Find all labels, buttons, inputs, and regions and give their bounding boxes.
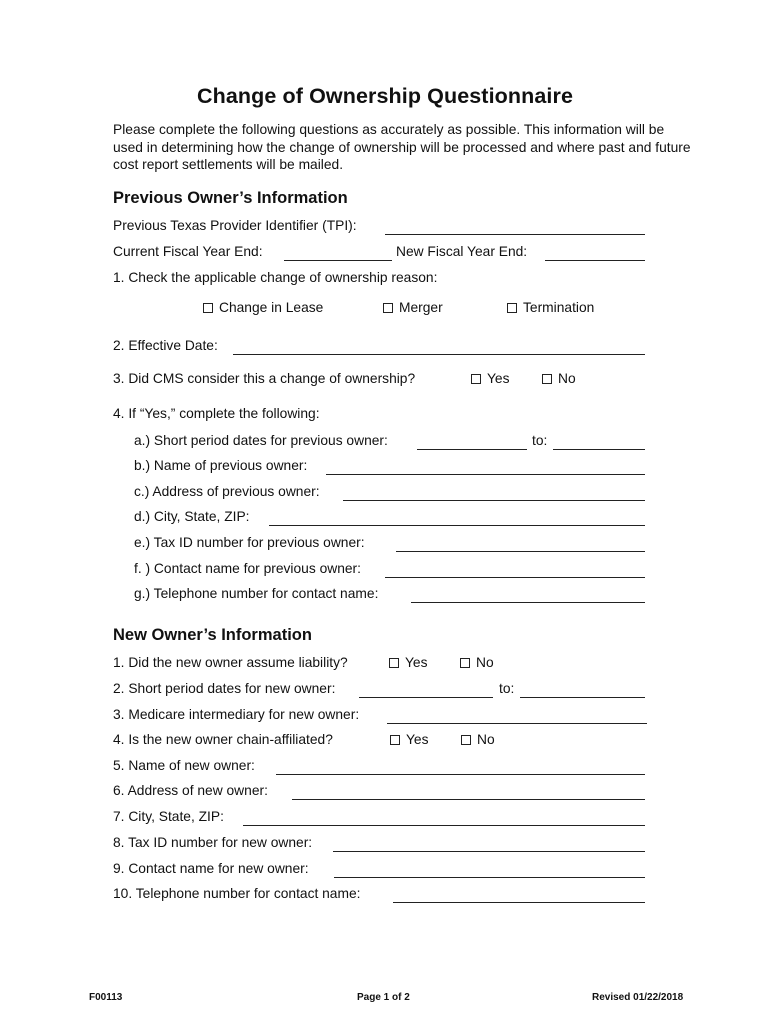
new-owner-name-label: 5. Name of new owner: bbox=[113, 758, 255, 773]
page-title: Change of Ownership Questionnaire bbox=[196, 84, 573, 108]
revised-date: Revised 01/22/2018 bbox=[592, 992, 684, 1003]
new-city-state-zip-field[interactable] bbox=[243, 811, 645, 826]
q4b-label: b.) Name of previous owner: bbox=[134, 458, 308, 473]
no-label: No bbox=[476, 655, 494, 670]
chain-no-option[interactable] bbox=[461, 732, 495, 747]
checkbox-icon[interactable] bbox=[507, 303, 517, 313]
q4d-field[interactable] bbox=[269, 511, 645, 526]
q4b-field[interactable] bbox=[326, 460, 645, 475]
intermediary-field[interactable] bbox=[387, 709, 647, 724]
liability-yes-option[interactable] bbox=[389, 655, 428, 670]
q4f-field[interactable] bbox=[385, 563, 645, 578]
checkbox-icon[interactable] bbox=[471, 374, 481, 384]
intro-paragraph: Please complete the following questions as accurately as possible. This information will be used in determining how the change of ownership will be processed and where past and future cost report settlements will be mailed. bbox=[113, 122, 691, 172]
tpi-label: Previous Texas Provider Identifier (TPI): bbox=[113, 218, 357, 233]
yes-label: Yes bbox=[406, 732, 429, 747]
new-city-state-zip-label: 7. City, State, ZIP: bbox=[113, 809, 224, 824]
new-contact-name-label: 9. Contact name for new owner: bbox=[113, 861, 309, 876]
chain-affiliated-label: 4. Is the new owner chain-affiliated? bbox=[113, 732, 333, 747]
checkbox-icon[interactable] bbox=[460, 658, 470, 668]
liability-question-label: 1. Did the new owner assume liability? bbox=[113, 655, 348, 670]
new-fye-field[interactable] bbox=[545, 246, 645, 261]
q1-reason-label: 1. Check the applicable change of ownership reason: bbox=[113, 270, 438, 285]
reason-label: Termination bbox=[523, 300, 595, 315]
new-owner-address-field[interactable] bbox=[292, 785, 645, 800]
checkbox-icon[interactable] bbox=[390, 735, 400, 745]
new-fye-label: New Fiscal Year End: bbox=[396, 244, 528, 259]
q4g-field[interactable] bbox=[411, 588, 645, 603]
q4f-label: f. ) Contact name for previous owner: bbox=[134, 561, 361, 576]
reason-label: Change in Lease bbox=[219, 300, 324, 315]
yes-label: Yes bbox=[405, 655, 428, 670]
new-tax-id-label: 8. Tax ID number for new owner: bbox=[113, 835, 313, 850]
checkbox-icon[interactable] bbox=[383, 303, 393, 313]
new-contact-name-field[interactable] bbox=[334, 863, 645, 878]
q4a-to-field[interactable] bbox=[553, 435, 645, 450]
intermediary-label: 3. Medicare intermediary for new owner: bbox=[113, 707, 360, 722]
if-yes-label: 4. If “Yes,” complete the following: bbox=[113, 406, 320, 421]
no-label: No bbox=[477, 732, 495, 747]
new-telephone-label: 10. Telephone number for contact name: bbox=[113, 886, 361, 901]
new-short-period-to-field[interactable] bbox=[520, 683, 645, 698]
cms-yes-option[interactable] bbox=[471, 371, 510, 386]
previous-owner-heading: Previous Owner’s Information bbox=[113, 189, 348, 207]
current-fye-field[interactable] bbox=[284, 246, 392, 261]
cms-question-label: 3. Did CMS consider this a change of ownership? bbox=[113, 371, 416, 386]
q4a-label: a.) Short period dates for previous owner: bbox=[134, 433, 388, 448]
effective-date-label: 2. Effective Date: bbox=[113, 338, 218, 353]
checkbox-icon[interactable] bbox=[461, 735, 471, 745]
reason-termination[interactable] bbox=[507, 300, 594, 315]
new-tax-id-field[interactable] bbox=[333, 837, 645, 852]
new-short-period-from-field[interactable] bbox=[359, 683, 493, 698]
current-fye-label: Current Fiscal Year End: bbox=[113, 244, 263, 259]
checkbox-icon[interactable] bbox=[389, 658, 399, 668]
reason-merger[interactable] bbox=[383, 300, 443, 315]
q4d-label: d.) City, State, ZIP: bbox=[134, 509, 250, 524]
new-telephone-field[interactable] bbox=[393, 888, 645, 903]
checkbox-icon[interactable] bbox=[542, 374, 552, 384]
q4g-label: g.) Telephone number for contact name: bbox=[134, 586, 379, 601]
reason-label: Merger bbox=[399, 300, 443, 315]
reason-change-in-lease[interactable] bbox=[203, 300, 323, 315]
new-short-period-to-label: to: bbox=[499, 681, 515, 696]
page-number: Page 1 of 2 bbox=[357, 992, 410, 1003]
effective-date-field[interactable] bbox=[233, 340, 645, 355]
new-short-period-label: 2. Short period dates for new owner: bbox=[113, 681, 336, 696]
checkbox-icon[interactable] bbox=[203, 303, 213, 313]
tpi-field[interactable] bbox=[385, 220, 645, 235]
liability-no-option[interactable] bbox=[460, 655, 494, 670]
q4e-label: e.) Tax ID number for previous owner: bbox=[134, 535, 365, 550]
q4c-label: c.) Address of previous owner: bbox=[134, 484, 320, 499]
q4c-field[interactable] bbox=[343, 486, 645, 501]
q4a-from-field[interactable] bbox=[417, 435, 527, 450]
new-owner-address-label: 6. Address of new owner: bbox=[113, 783, 268, 798]
yes-label: Yes bbox=[487, 371, 510, 386]
chain-yes-option[interactable] bbox=[390, 732, 429, 747]
no-label: No bbox=[558, 371, 576, 386]
cms-no-option[interactable] bbox=[542, 371, 576, 386]
new-owner-heading: New Owner’s Information bbox=[113, 626, 312, 644]
q4a-to-label: to: bbox=[532, 433, 548, 448]
form-id: F00113 bbox=[89, 992, 123, 1003]
q4e-field[interactable] bbox=[396, 537, 645, 552]
new-owner-name-field[interactable] bbox=[276, 760, 645, 775]
